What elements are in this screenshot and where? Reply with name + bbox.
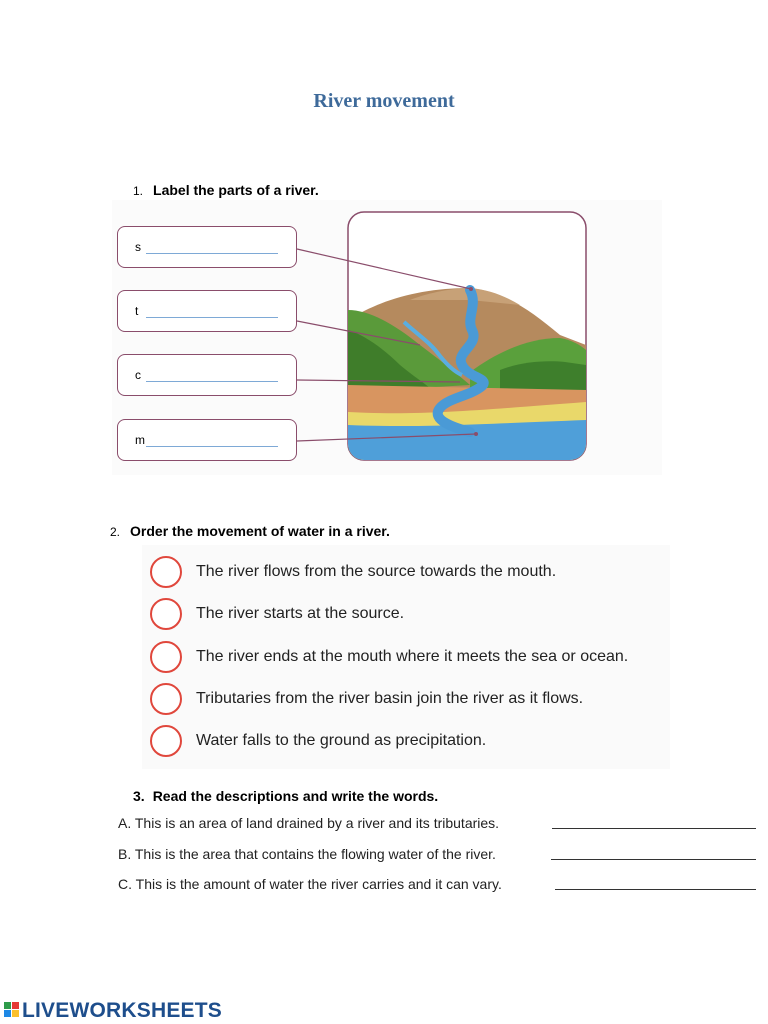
answer-line-c[interactable]	[555, 889, 756, 890]
page-title: River movement	[313, 90, 455, 112]
brand-footer	[4, 999, 222, 1023]
description-c: C. This is the amount of water the river carries and it can vary.	[118, 876, 502, 892]
question-3-text: Read the descriptions and write the words.	[152, 788, 439, 804]
order-item-text: Water falls to the ground as precipitation.	[196, 732, 487, 749]
label-letter: s	[135, 240, 141, 254]
order-circle-input[interactable]	[150, 683, 182, 715]
question-2-heading	[110, 523, 390, 539]
order-item-text: The river ends at the mouth where it meets the sea or ocean.	[196, 648, 629, 665]
order-circle-input[interactable]	[150, 598, 182, 630]
connector-dot	[474, 432, 478, 436]
label-letter: c	[135, 368, 141, 382]
order-item-text: Tributaries from the river basin join the river as it flows.	[196, 690, 584, 707]
order-item-text: The river starts at the source.	[196, 605, 405, 622]
order-item-text: The river flows from the source towards the mouth.	[196, 563, 557, 580]
right-forest	[500, 361, 586, 392]
question-3-heading	[133, 788, 438, 804]
question-2-number: 2.	[110, 525, 121, 539]
question-2-text: Order the movement of water in a river.	[130, 523, 390, 539]
description-b: B. This is the area that contains the flowing water of the river.	[118, 846, 496, 862]
label-letter: m	[135, 433, 145, 447]
label-letter: t	[135, 304, 139, 318]
order-circle-input[interactable]	[150, 641, 182, 673]
answer-line-a[interactable]	[552, 828, 756, 829]
question-1-number: 1.	[133, 184, 144, 198]
answer-line-b[interactable]	[551, 859, 756, 860]
brand-name: LIVEWORKSHEETS	[22, 999, 222, 1022]
question-1-text: Label the parts of a river.	[153, 182, 319, 198]
order-circle-input[interactable]	[150, 556, 182, 588]
description-a: A. This is an area of land drained by a river and its tributaries.	[118, 815, 500, 831]
connector-dot	[469, 287, 473, 291]
brand-logo-icon	[4, 1002, 20, 1018]
order-circle-input[interactable]	[150, 725, 182, 757]
question-3-number: 3.	[133, 788, 145, 804]
